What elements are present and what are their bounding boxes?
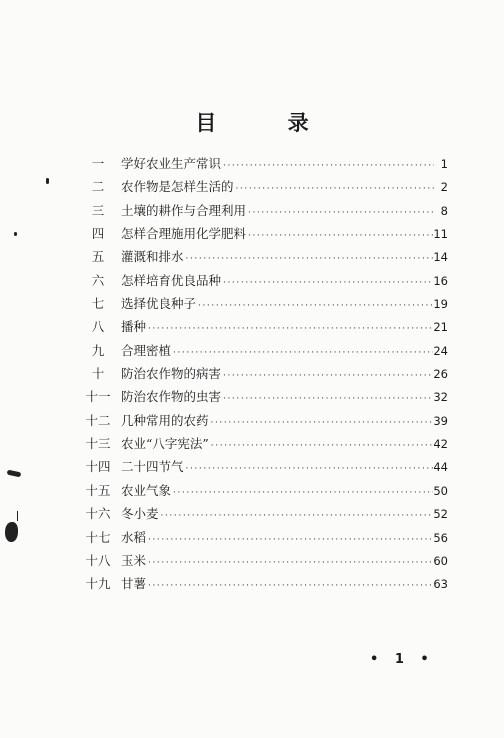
chapter-number: 五 — [91, 249, 105, 265]
scan-speck — [7, 470, 22, 478]
chapter-number: 一 — [91, 156, 105, 171]
toc-row[interactable] — [78, 572, 448, 595]
chapter-number: 十二 — [85, 412, 111, 428]
chapter-title: 怎样培育优良品种 — [121, 272, 222, 288]
chapter-number: 六 — [91, 272, 105, 288]
toc-row[interactable] — [78, 432, 448, 455]
chapter-title: 农业“八字宪法” — [121, 436, 209, 452]
toc-row[interactable] — [78, 222, 448, 245]
page-number: 19 — [433, 297, 448, 312]
page-number: 21 — [433, 320, 448, 335]
chapter-title: 播种 — [121, 319, 147, 335]
page-number: 14 — [433, 250, 448, 265]
page-folio: • 1 • — [370, 652, 435, 667]
chapter-number: 十三 — [85, 436, 111, 452]
scan-speck — [46, 178, 49, 184]
page-number: 60 — [433, 553, 448, 568]
toc-row[interactable] — [78, 199, 448, 222]
toc-row[interactable] — [78, 339, 448, 362]
page-number: 11 — [433, 227, 448, 242]
chapter-title: 几种常用的农药 — [121, 412, 209, 428]
page-number: 42 — [433, 437, 448, 452]
chapter-title: 土壤的耕作与合理利用 — [121, 202, 247, 218]
chapter-title: 灌溉和排水 — [121, 249, 184, 265]
chapter-title: 防治农作物的病害 — [121, 366, 222, 382]
chapter-title: 农作物是怎样生活的 — [121, 179, 234, 195]
chapter-number: 四 — [91, 226, 105, 242]
toc-row[interactable] — [78, 269, 448, 292]
page-number: 24 — [433, 343, 448, 358]
page-number: 1 — [440, 157, 448, 171]
chapter-title: 合理密植 — [121, 342, 172, 358]
dot-leader — [221, 388, 433, 411]
chapter-title: 农业气象 — [121, 482, 172, 498]
toc-row[interactable] — [78, 175, 448, 198]
chapter-title: 选择优良种子 — [121, 296, 197, 312]
toc-row[interactable] — [78, 362, 448, 385]
chapter-number: 十 — [91, 366, 105, 382]
page-number: 32 — [433, 390, 448, 405]
page-number: 63 — [433, 577, 448, 592]
page-number: 39 — [433, 413, 448, 428]
chapter-title: 甘薯 — [121, 576, 147, 592]
chapter-number: 九 — [91, 342, 105, 358]
dot-leader — [196, 295, 433, 318]
page-number: 44 — [433, 460, 448, 475]
chapter-number: 十一 — [85, 389, 111, 405]
page-number: 56 — [433, 530, 448, 545]
chapter-title: 学好农业生产常识 — [121, 156, 222, 171]
chapter-number: 十九 — [85, 576, 111, 592]
dot-leader — [171, 482, 433, 505]
page-number: 52 — [433, 507, 448, 522]
chapter-title: 二十四节气 — [121, 459, 184, 475]
chapter-number: 十四 — [85, 459, 111, 475]
chapter-number: 三 — [91, 202, 105, 218]
chapter-title: 防治农作物的虫害 — [121, 389, 222, 405]
scan-speck — [14, 232, 17, 236]
chapter-title: 怎样合理施用化学肥料 — [121, 226, 247, 242]
toc-row[interactable] — [78, 455, 448, 478]
chapter-title: 冬小麦 — [121, 506, 159, 522]
dot-leader — [221, 365, 433, 388]
dot-leader — [221, 155, 434, 178]
chapter-number: 八 — [91, 319, 105, 335]
toc-row[interactable] — [78, 479, 448, 502]
scan-blot — [5, 522, 18, 542]
toc-row[interactable] — [78, 152, 448, 175]
dot-leader — [246, 225, 433, 248]
toc-row[interactable] — [78, 245, 448, 268]
chapter-number: 十八 — [85, 552, 111, 568]
dot-leader — [209, 435, 434, 458]
dot-leader — [246, 202, 434, 225]
chapter-number: 十七 — [85, 529, 111, 545]
chapter-number: 二 — [91, 179, 105, 195]
toc-row[interactable] — [78, 315, 448, 338]
page-number: 26 — [433, 367, 448, 382]
dot-leader — [234, 178, 434, 201]
dot-leader — [146, 575, 433, 598]
page-number: 8 — [440, 203, 448, 218]
toc-row[interactable] — [78, 409, 448, 432]
dot-leader — [159, 505, 434, 528]
page-number: 50 — [433, 483, 448, 498]
dot-leader — [209, 412, 434, 435]
page-number: 2 — [440, 180, 448, 195]
scan-speck — [17, 511, 18, 521]
page-number: 16 — [433, 273, 448, 288]
table-of-contents — [78, 152, 448, 596]
chapter-title: 玉米 — [121, 552, 147, 568]
dot-leader — [146, 529, 433, 552]
toc-row[interactable] — [78, 549, 448, 572]
dot-leader — [184, 458, 434, 481]
page-title: 目 录 — [195, 111, 341, 135]
chapter-title: 水稻 — [121, 529, 147, 545]
toc-row[interactable] — [78, 292, 448, 315]
dot-leader — [146, 318, 433, 341]
toc-row[interactable] — [78, 526, 448, 549]
toc-row[interactable] — [78, 502, 448, 525]
chapter-number: 七 — [91, 296, 105, 312]
toc-row[interactable] — [78, 385, 448, 408]
dot-leader — [146, 552, 433, 575]
dot-leader — [221, 272, 433, 295]
chapter-number: 十六 — [85, 506, 111, 522]
chapter-number: 十五 — [85, 482, 111, 498]
